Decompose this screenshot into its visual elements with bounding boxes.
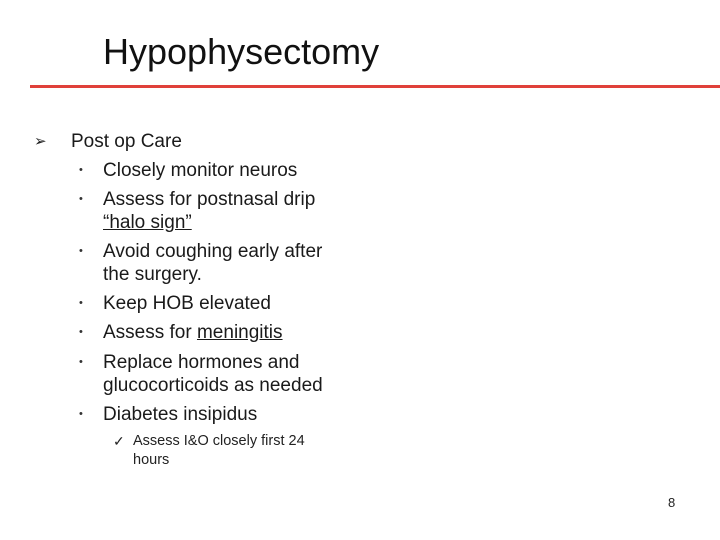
list-item: [79, 351, 363, 397]
bullet-dot-icon: •: [79, 193, 83, 205]
bullet-dot-icon: •: [79, 356, 83, 368]
arrow-bullet-icon: ➢: [34, 133, 47, 150]
bullet-dot-icon: •: [79, 297, 83, 309]
list-item: [79, 159, 363, 182]
slide-title: Hypophysectomy: [103, 31, 380, 72]
bullet-dot-icon: •: [79, 408, 83, 420]
halo-sign-text: “halo sign”: [103, 212, 192, 233]
bullet-dot-icon: •: [79, 326, 83, 338]
sub-list-item: [113, 432, 343, 470]
list-item-text: Replace hormones and: [103, 352, 300, 373]
list-item-text: Avoid coughing early after: [103, 241, 323, 262]
meningitis-text: meningitis: [196, 322, 283, 343]
list-item: [79, 188, 363, 234]
list-item: [79, 240, 363, 286]
list-item-text: Assess for postnasal drip: [103, 189, 316, 210]
bullet-dot-icon: •: [79, 245, 83, 257]
list-item-text: [103, 321, 363, 344]
list-item-text: glucocorticoids as needed: [103, 375, 323, 396]
list-item-text: the surgery.: [103, 264, 202, 285]
bullet-dot-icon: •: [79, 164, 83, 176]
list-item-text: Diabetes insipidus: [103, 404, 258, 425]
list-item-text: Keep HOB elevated: [103, 293, 271, 314]
sub-list-item-text: Assess I&O closely first 24: [133, 433, 305, 449]
outline-heading-text: Post op Care: [71, 131, 182, 152]
checkmark-icon: ✓: [113, 433, 125, 449]
list-item-prefix: Assess for: [103, 322, 197, 343]
page-number: 8: [668, 495, 676, 510]
sub-list-item-text: hours: [133, 452, 170, 468]
list-item-text: Closely monitor neuros: [103, 160, 298, 181]
list-item: [79, 292, 363, 315]
list-item: [79, 321, 363, 344]
list-item: [79, 403, 363, 426]
